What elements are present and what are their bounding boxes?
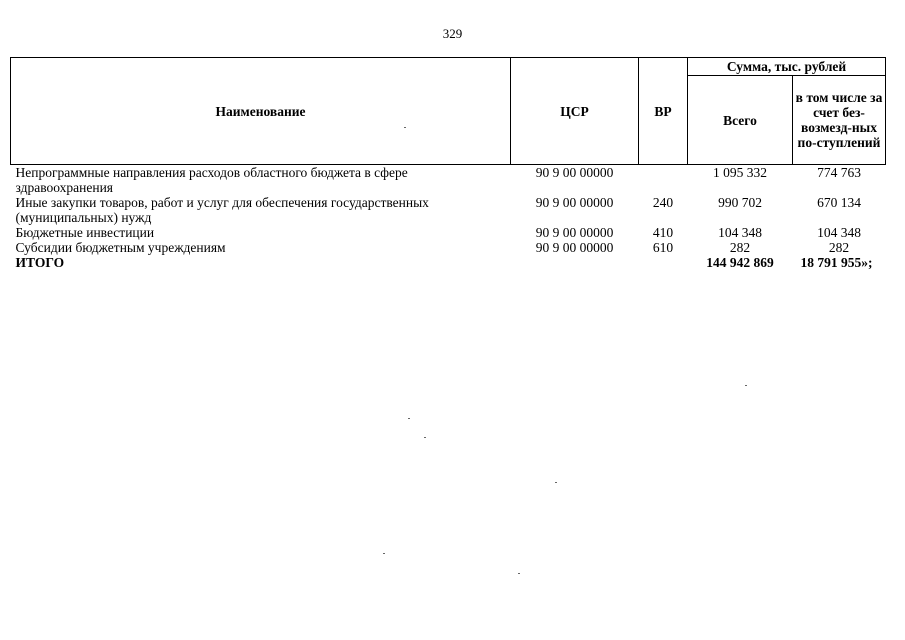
row-vr: 410	[652, 225, 674, 240]
scan-speck	[383, 553, 385, 554]
row-vr: 240	[652, 195, 674, 210]
row-total: 990 702	[718, 195, 762, 210]
scan-speck	[555, 482, 557, 483]
header-sum-group: Сумма, тыс. рублей	[688, 58, 886, 76]
scan-speck	[424, 437, 426, 438]
row-name: Иные закупки товаров, работ и услуг для обеспечения государственных (муниципальных) нужд	[15, 195, 429, 225]
total-gratuitous: 18 791 955»;	[800, 255, 873, 270]
row-csr: 90 9 00 00000	[535, 195, 614, 210]
row-csr: 90 9 00 00000	[535, 225, 614, 240]
row-vr	[639, 165, 688, 196]
row-csr: 90 9 00 00000	[535, 240, 614, 255]
budget-table	[10, 57, 886, 270]
row-vr: 610	[652, 240, 674, 255]
total-vr-empty	[639, 255, 688, 270]
table-row	[11, 225, 886, 240]
row-gratuitous: 774 763	[817, 165, 861, 180]
table-row	[11, 165, 886, 196]
header-csr: ЦСР	[511, 58, 639, 165]
row-total: 1 095 332	[713, 165, 767, 180]
scan-speck	[408, 418, 410, 419]
header-name: Наименование	[11, 58, 511, 165]
table-row	[11, 195, 886, 225]
total-label: ИТОГО	[15, 255, 65, 270]
table-row	[11, 240, 886, 255]
row-name: Непрограммные направления расходов областного бюджета в сфере здравоохранения	[15, 165, 408, 195]
row-gratuitous: 282	[828, 240, 850, 255]
row-total: 104 348	[718, 225, 762, 240]
header-vr: ВР	[639, 58, 688, 165]
scan-speck	[404, 127, 406, 128]
total-csr-empty	[511, 255, 639, 270]
total-row	[11, 255, 886, 270]
header-gratuitous: в том числе за счет без-возмезд-ных по-ступлений	[793, 76, 886, 165]
row-name: Субсидии бюджетным учреждениям	[15, 240, 226, 255]
row-total: 282	[729, 240, 751, 255]
row-gratuitous: 670 134	[817, 195, 861, 210]
scan-speck	[518, 573, 520, 574]
row-gratuitous: 104 348	[817, 225, 861, 240]
scan-speck	[745, 385, 747, 386]
total-sum: 144 942 869	[706, 255, 774, 270]
row-name: Бюджетные инвестиции	[15, 225, 155, 240]
row-csr: 90 9 00 00000	[535, 165, 614, 180]
header-total: Всего	[688, 76, 793, 165]
page-number: 329	[442, 26, 463, 41]
